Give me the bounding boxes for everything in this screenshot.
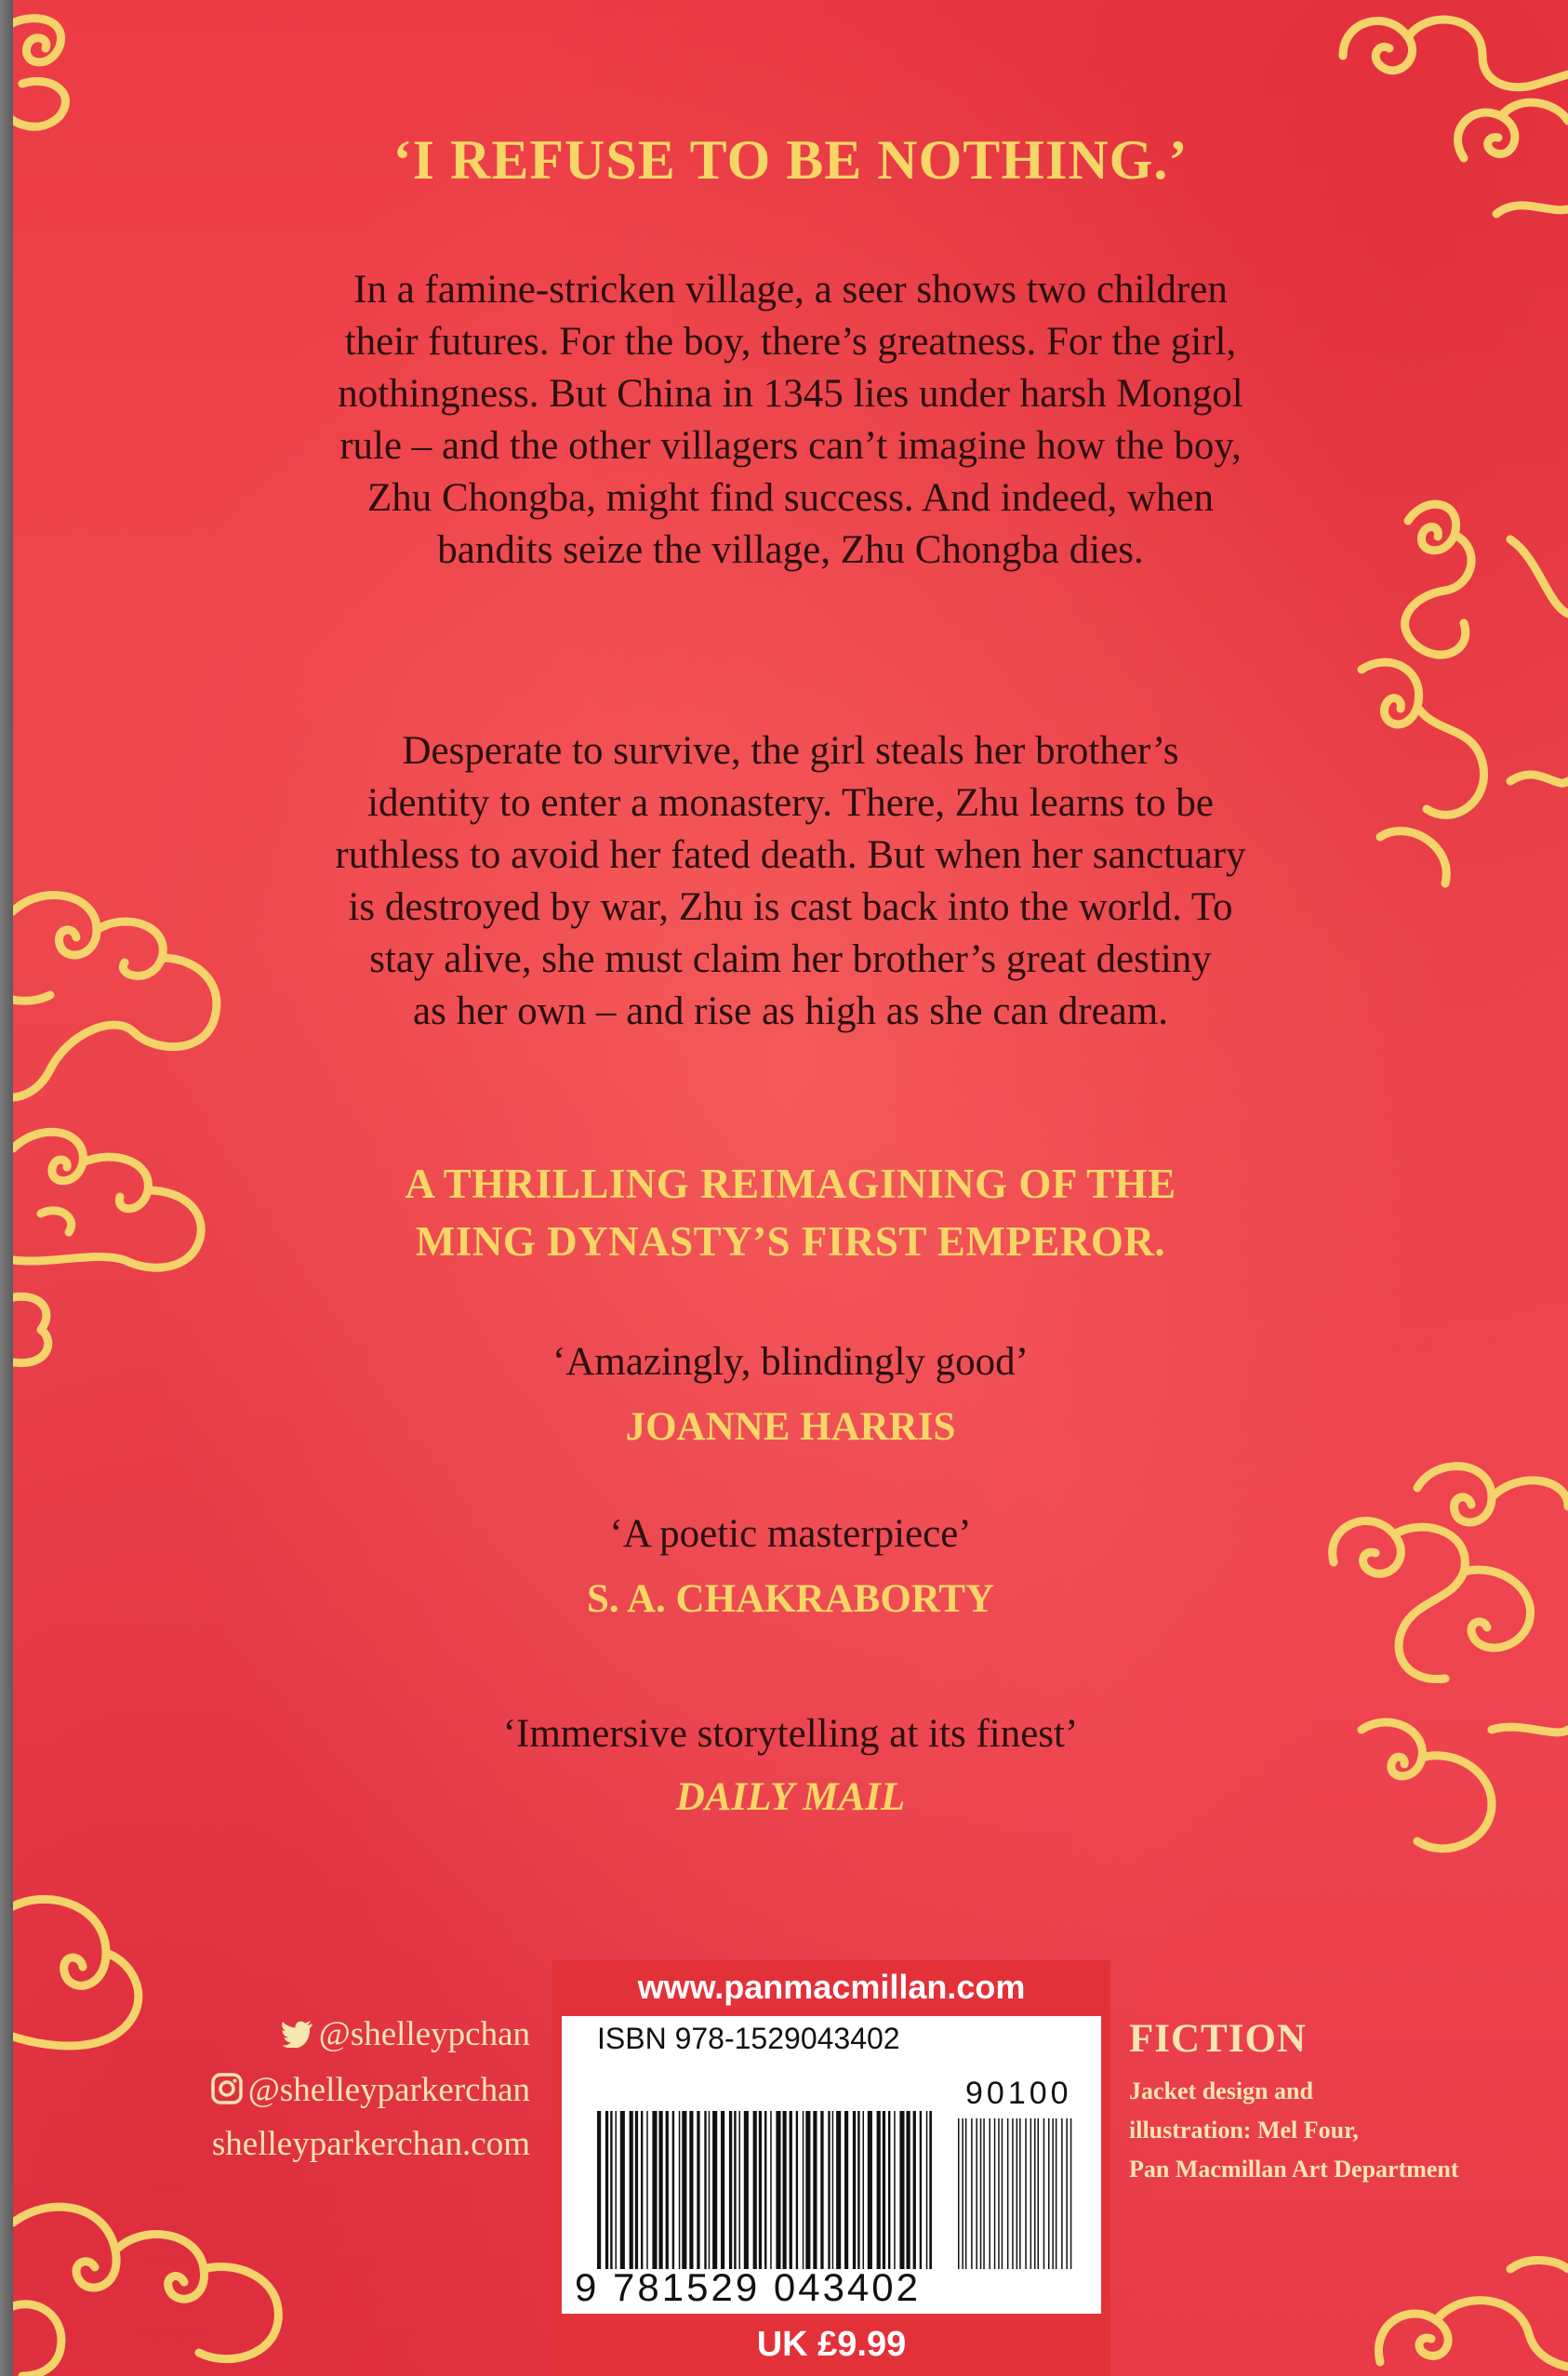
cloud-ornament-left-upper xyxy=(13,883,236,1125)
barcode-bar xyxy=(1002,2118,1003,2269)
barcode-bar xyxy=(976,2118,977,2269)
credit-line: Pan Macmillan Art Department xyxy=(1129,2156,1459,2183)
jacket-credit xyxy=(1129,2072,1459,2189)
blurb-paragraph-2 xyxy=(218,725,1363,1038)
barcode-bar xyxy=(805,2111,810,2269)
barcode-bar xyxy=(990,2118,991,2269)
blurb-paragraph-1 xyxy=(218,264,1363,577)
barcode-bar xyxy=(689,2111,693,2269)
barcode-bar xyxy=(920,2111,922,2269)
barcode-bar xyxy=(926,2111,928,2269)
barcode-bar xyxy=(983,2118,985,2269)
isbn-number: ISBN 978-1529043402 xyxy=(597,2022,900,2055)
barcode-bar xyxy=(863,2111,865,2269)
barcode-bar xyxy=(697,2111,699,2269)
barcode-bar xyxy=(597,2111,601,2269)
barcode-bar xyxy=(907,2111,910,2269)
barcode-digits: 9 781529 043402 xyxy=(575,2265,921,2309)
barcode-bar xyxy=(1007,2118,1009,2269)
barcode-bar xyxy=(796,2111,798,2269)
barcode-bar xyxy=(883,2111,885,2269)
blurb-line: identity to enter a monastery. There, Zhu learns to be xyxy=(367,781,1214,825)
barcode-bar xyxy=(803,2111,804,2269)
barcode-bar xyxy=(1061,2118,1063,2269)
barcode-bar xyxy=(1030,2118,1032,2269)
barcode-bar xyxy=(641,2111,643,2269)
barcode-bar xyxy=(679,2111,681,2269)
barcode-bar xyxy=(1052,2118,1054,2269)
barcode-bar xyxy=(712,2111,717,2269)
barcode-bar xyxy=(630,2111,633,2269)
barcode-bar xyxy=(971,2118,973,2269)
instagram-icon xyxy=(211,2073,243,2114)
barcode-bar xyxy=(610,2111,612,2269)
barcode-bar xyxy=(744,2111,749,2269)
barcode-bar xyxy=(753,2111,757,2269)
barcode-bar xyxy=(672,2111,674,2269)
twitter-handle[interactable] xyxy=(282,2014,530,2057)
author-website[interactable]: shelleyparkerchan.com xyxy=(211,2125,530,2163)
barcode-bar xyxy=(721,2111,724,2269)
cloud-ornament-top-left xyxy=(13,0,125,139)
blurb-line: In a famine-stricken village, a seer shows two children xyxy=(353,268,1228,312)
barcode-bar xyxy=(853,2111,856,2269)
barcode-bar xyxy=(994,2118,996,2269)
review-source: DAILY MAIL xyxy=(675,1775,906,1819)
barcode-bar xyxy=(857,2111,859,2269)
barcode-bar xyxy=(764,2111,766,2269)
tagline-line: MING DYNASTY’S FIRST EMPEROR. xyxy=(415,1218,1166,1265)
barcode-bar xyxy=(1017,2118,1018,2269)
genre-category: FICTION xyxy=(1129,2017,1307,2061)
price-addon-code: 90100 xyxy=(965,2076,1072,2111)
spine-edge xyxy=(0,0,13,2376)
ean-barcode xyxy=(597,2111,932,2269)
barcode-bar xyxy=(605,2111,608,2269)
barcode-bar xyxy=(1043,2118,1045,2269)
barcode-bar xyxy=(1034,2118,1036,2269)
twitter-bird-icon xyxy=(282,2017,313,2057)
barcode-bar xyxy=(998,2118,1000,2269)
credit-line: illustration: Mel Four, xyxy=(1129,2117,1359,2144)
barcode-bar xyxy=(704,2111,706,2269)
barcode-panel xyxy=(552,1960,1110,2376)
back-cover xyxy=(13,0,1568,2376)
barcode-bar xyxy=(962,2118,963,2269)
blurb-line: ruthless to avoid her fated death. But when her sanctuary xyxy=(335,833,1246,877)
blurb-line: nothingness. But China in 1345 lies under harsh Mongol xyxy=(338,372,1243,416)
barcode-bar xyxy=(666,2111,669,2269)
barcode-bar xyxy=(646,2111,648,2269)
barcode-bar xyxy=(894,2111,896,2269)
barcode-bar xyxy=(1012,2118,1014,2269)
barcode-bar xyxy=(616,2111,618,2269)
barcode-bar xyxy=(828,2111,830,2269)
review-source: JOANNE HARRIS xyxy=(625,1405,956,1449)
barcode-bar xyxy=(913,2111,916,2269)
barcode-bar xyxy=(635,2111,638,2269)
tagline-line: A THRILLING REIMAGINING OF THE xyxy=(405,1161,1176,1207)
barcode-bar xyxy=(770,2111,772,2269)
addon-barcode xyxy=(958,2118,1073,2269)
tagline xyxy=(13,1155,1568,1270)
barcode-bar xyxy=(709,2111,711,2269)
barcode-bar xyxy=(1038,2118,1040,2269)
cloud-ornament-left-bottom xyxy=(13,1878,171,2064)
blurb-line: Desperate to survive, the girl steals her brother’s xyxy=(402,729,1179,773)
cloud-ornament-bottom-left xyxy=(13,2167,311,2376)
review-quote: ‘Amazingly, blindingly good’ xyxy=(552,1340,1029,1384)
blurb-line: rule – and the other villagers can’t imagine how the boy, xyxy=(339,424,1242,468)
barcode-bar xyxy=(783,2111,787,2269)
barcode-bar xyxy=(899,2111,904,2269)
barcode-bar xyxy=(1048,2118,1050,2269)
barcode-bar xyxy=(652,2111,657,2269)
instagram-handle-text: @shelleyparkerchan xyxy=(247,2071,530,2109)
barcode-bar xyxy=(1019,2118,1021,2269)
review-quote: ‘A poetic masterpiece’ xyxy=(609,1512,972,1556)
barcode-bar xyxy=(790,2111,792,2269)
barcode-bar xyxy=(965,2118,967,2269)
blurb-line: bandits seize the village, Zhu Chongba dies. xyxy=(437,528,1144,572)
barcode-bar xyxy=(1025,2118,1027,2269)
barcode-bar xyxy=(929,2111,932,2269)
barcode-bar xyxy=(836,2111,841,2269)
barcode-bar xyxy=(832,2111,834,2269)
barcode-bar xyxy=(729,2111,732,2269)
barcode-bar xyxy=(844,2111,848,2269)
barcode-bar xyxy=(888,2111,890,2269)
barcode-bar xyxy=(877,2111,881,2269)
publisher-url[interactable]: www.panmacmillan.com xyxy=(637,1968,1026,2006)
instagram-handle[interactable] xyxy=(211,2070,530,2114)
barcode-bar xyxy=(980,2118,982,2269)
barcode-bar xyxy=(776,2111,780,2269)
barcode-bar xyxy=(659,2111,663,2269)
review-source: S. A. CHAKRABORTY xyxy=(586,1577,995,1621)
barcode-bar xyxy=(1066,2118,1068,2269)
blurb-line: as her own – and rise as high as she can dream. xyxy=(413,989,1168,1033)
barcode-bar xyxy=(739,2111,741,2269)
blurb-line: Zhu Chongba, might find success. And indeed, when xyxy=(366,476,1215,520)
barcode-bar xyxy=(1056,2118,1057,2269)
blurb-line: their futures. For the boy, there’s greatness. For the girl, xyxy=(344,320,1237,364)
barcode-bar xyxy=(682,2111,686,2269)
headline-quote: ‘I REFUSE TO BE NOTHING.’ xyxy=(392,129,1189,191)
barcode-bar xyxy=(813,2111,817,2269)
barcode-bar xyxy=(620,2111,625,2269)
blurb-line: is destroyed by war, Zhu is cast back into the world. To xyxy=(348,885,1233,929)
credit-line: Jacket design and xyxy=(1129,2077,1313,2104)
review-quote: ‘Immersive storytelling at its finest’ xyxy=(502,1712,1079,1756)
barcode-bar xyxy=(958,2118,960,2269)
twitter-handle-text: @shelleypchan xyxy=(318,2015,530,2053)
barcode-bar xyxy=(1070,2118,1072,2269)
price-label: UK £9.99 xyxy=(756,2325,907,2364)
barcode-bar xyxy=(820,2111,823,2269)
blurb-line: stay alive, she must claim her brother’s great destiny xyxy=(369,937,1212,981)
barcode-bar xyxy=(734,2111,736,2269)
barcode-bar xyxy=(868,2111,872,2269)
cloud-ornament-bottom-right xyxy=(1343,2250,1568,2376)
barcode-bar xyxy=(759,2111,762,2269)
